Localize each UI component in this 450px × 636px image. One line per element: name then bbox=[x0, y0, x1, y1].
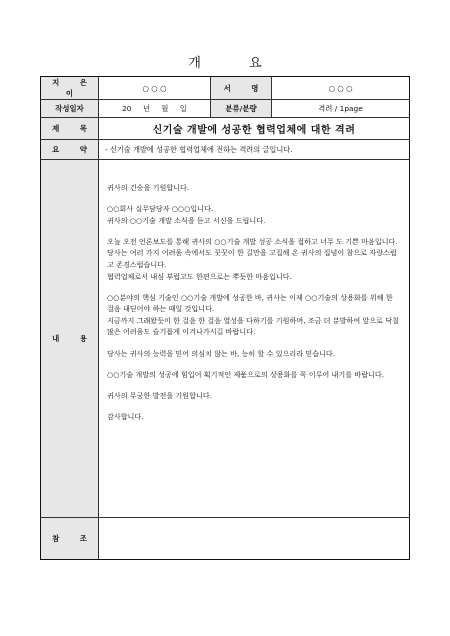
content-paragraph: 귀사의 건승을 기원합니다. bbox=[107, 183, 190, 192]
content-paragraph: 오늘 오전 언론보도를 통해 귀사의 ○○기술 개발 성공 소식을 접하고 너무 도 기쁜 마음입니다. 당사는 여러 가지 어려움 속에서도 꿋꿋이 한 길만을 고집해 온 귀사의 집념이 참으로 자랑스럽고 존경스럽습니다. 협력업체로서 내심 부럽고도 한편으로는 뿌듯한 마음입니다. bbox=[107, 236, 398, 281]
content-paragraph: ○○분야의 핵심 기술인 ○○기술 개발에 성공한 바, 귀사는 이제 ○○기술의 상용화를 위해 한 걸음 내딛어야 하는 때일 것입니다. 지금까지 그래왔듯이 한 걸음 한 걸음 열성을 다하기를 기원하며, 조금 더 분발하여 앞으로 닥칠 많은 어려움도 슬기롭게 이겨나가시길 바랍니다. bbox=[107, 292, 399, 337]
category-value: 격려 / 1page bbox=[272, 100, 410, 118]
reference-value bbox=[99, 518, 410, 560]
summary-form-table bbox=[40, 76, 410, 560]
author-value: ○ ○ ○ bbox=[99, 77, 211, 100]
content-body bbox=[99, 160, 410, 518]
date-label: 작성일자 bbox=[41, 100, 99, 118]
signature-label: 서 명 bbox=[211, 77, 272, 100]
content-paragraph: ○○기술 개발의 성공에 힘입어 획기적인 제품으로의 상용화를 꼭 이루어 내기를 바랍니다. bbox=[107, 369, 385, 379]
content-paragraph: 당사는 귀사의 능력을 믿어 의심치 않는 바, 능히 할 수 있으리라 믿습니다. bbox=[107, 348, 336, 358]
content-paragraph: ○○회사 실무담당자 ○○○입니다. 귀사의 ○○기술 개발 소식을 듣고 서신을 드립니다. bbox=[107, 204, 266, 225]
author-label: 지 은 이 bbox=[41, 77, 99, 100]
content-paragraph: 귀사의 무궁한 발전을 기원합니다. bbox=[107, 390, 212, 400]
summary-value: - 신기술 개발에 성공한 협력업체에 전하는 격려의 글입니다. bbox=[99, 140, 410, 160]
document-title: 개 요 bbox=[188, 56, 284, 71]
subject-label: 제 목 bbox=[41, 118, 99, 140]
summary-label: 요 약 bbox=[41, 140, 99, 160]
content-paragraph: 감사합니다. bbox=[107, 411, 144, 421]
date-value: 20 년 월 일 bbox=[99, 100, 211, 118]
signature-value: ○ ○ ○ bbox=[272, 77, 410, 100]
reference-label: 참 조 bbox=[41, 518, 99, 560]
category-label: 분류/분량 bbox=[211, 100, 272, 118]
subject-value: 신기술 개발에 성공한 협력업체에 대한 격려 bbox=[99, 118, 410, 140]
content-label: 내 용 bbox=[41, 160, 99, 518]
